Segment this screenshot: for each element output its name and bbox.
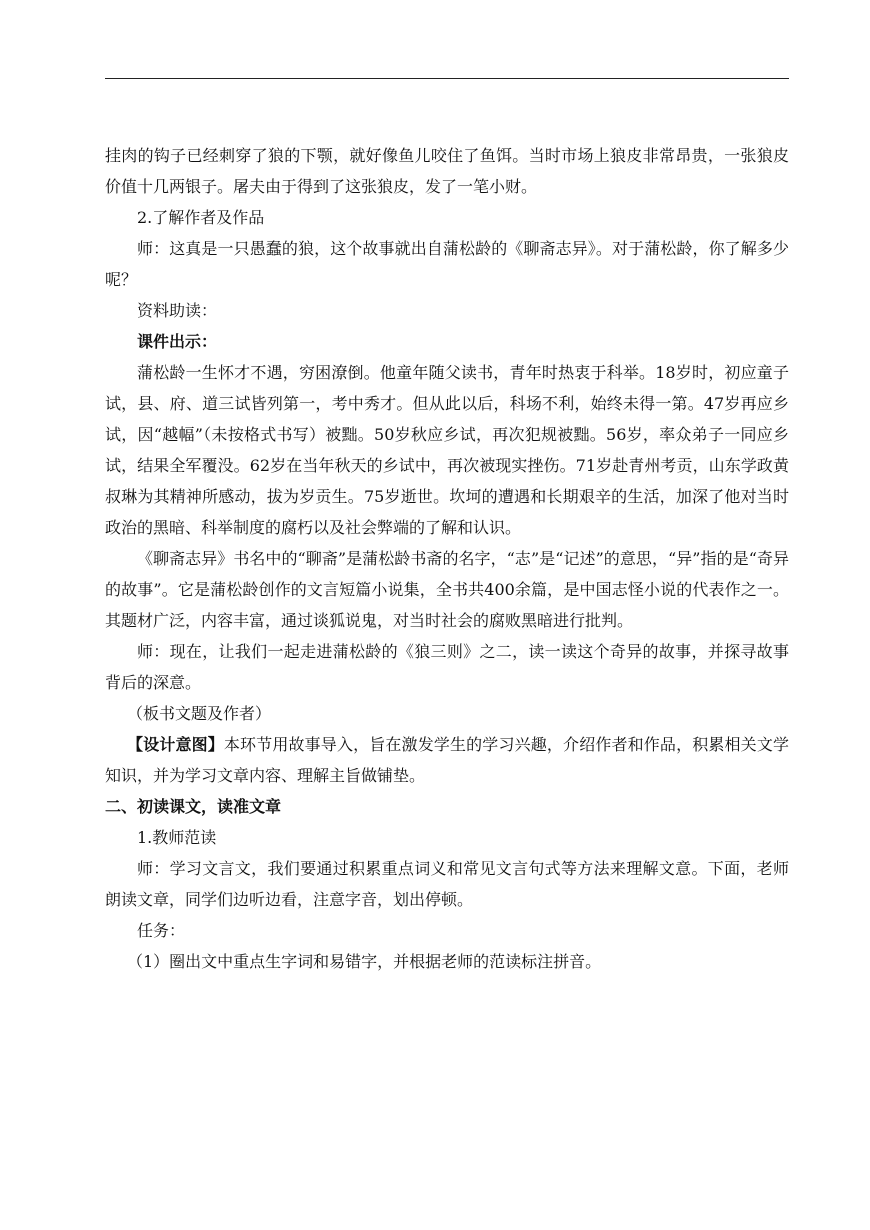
label-courseware: 课件出示： — [137, 332, 218, 351]
section-heading-first-reading: 二、初读课文，读准文章 — [105, 797, 282, 816]
task-item-1: （1）圈出文中重点生字词和易错字，并根据老师的范读标注拼音。 — [127, 952, 602, 971]
paragraph-teacher-transition: 师：现在，让我们一起走进蒲松龄的《狼三则》之二，读一读这个奇异的故事，并探寻故事背后的深意。 — [105, 642, 789, 692]
subheading-teacher-reading: 1.教师范读 — [137, 828, 217, 847]
header-rule — [105, 78, 789, 79]
section-heading-author: 2.了解作者及作品 — [137, 208, 265, 227]
design-intent-label: 【设计意图】 — [127, 735, 224, 754]
design-intent-text: 本环节用故事导入，旨在激发学生的学习兴趣，介绍作者和作品，积累相关文学知识，并为学习文章内容、理解主旨做铺垫。 — [105, 735, 789, 785]
paragraph-author-bio: 蒲松龄一生怀才不遇，穷困潦倒。他童年随父读书，青年时热衷于科举。18岁时，初应童子试，县、府、道三试皆列第一，考中秀才。但从此以后，科场不利，始终未得一第。47岁再应乡试，因“越幅”（未按格式书写）被黜。50岁秋应乡试，再次犯规被黜。56岁，率众弟子一同应乡试，结果全军覆没。62岁在当年秋天的乡试中，再次被现实挫伤。71岁赴青州考贡，山东学政黄叔琳为其精神所感动，拔为岁贡生。75岁逝世。坎坷的遭遇和长期艰辛的生活，加深了他对当时政治的黑暗、科举制度的腐朽以及社会弊端的了解和认识。 — [105, 363, 789, 537]
paragraph-book-intro: 《聊斋志异》书名中的“聊斋”是蒲松龄书斋的名字，“志”是“记述”的意思，“异”指的是“奇异的故事”。它是蒲松龄创作的文言短篇小说集，全书共400余篇，是中国志怪小说的代表作之一。其题材广泛，内容丰富，通过谈狐说鬼，对当时社会的腐败黑暗进行批判。 — [105, 549, 789, 630]
label-reading-aid: 资料助读： — [137, 301, 218, 320]
paragraph-design-intent — [105, 729, 789, 791]
paragraph-teacher-instructions: 师：学习文言文，我们要通过积累重点词义和常见文言句式等方法来理解文意。下面，老师朗读文章，同学们边听边看，注意字音，划出停顿。 — [105, 859, 789, 909]
note-blackboard: （板书文题及作者） — [127, 704, 272, 723]
paragraph-teacher-question: 师：这真是一只愚蠢的狼，这个故事就出自蒲松龄的《聊斋志异》。对于蒲松龄，你了解多少呢？ — [105, 239, 789, 289]
paragraph-story-ending: 挂肉的钩子已经刺穿了狼的下颚，就好像鱼儿咬住了鱼饵。当时市场上狼皮非常昂贵，一张狼皮价值十几两银子。屠夫由于得到了这张狼皮，发了一笔小财。 — [105, 146, 789, 196]
document-body — [105, 140, 789, 977]
label-task: 任务： — [137, 921, 186, 940]
